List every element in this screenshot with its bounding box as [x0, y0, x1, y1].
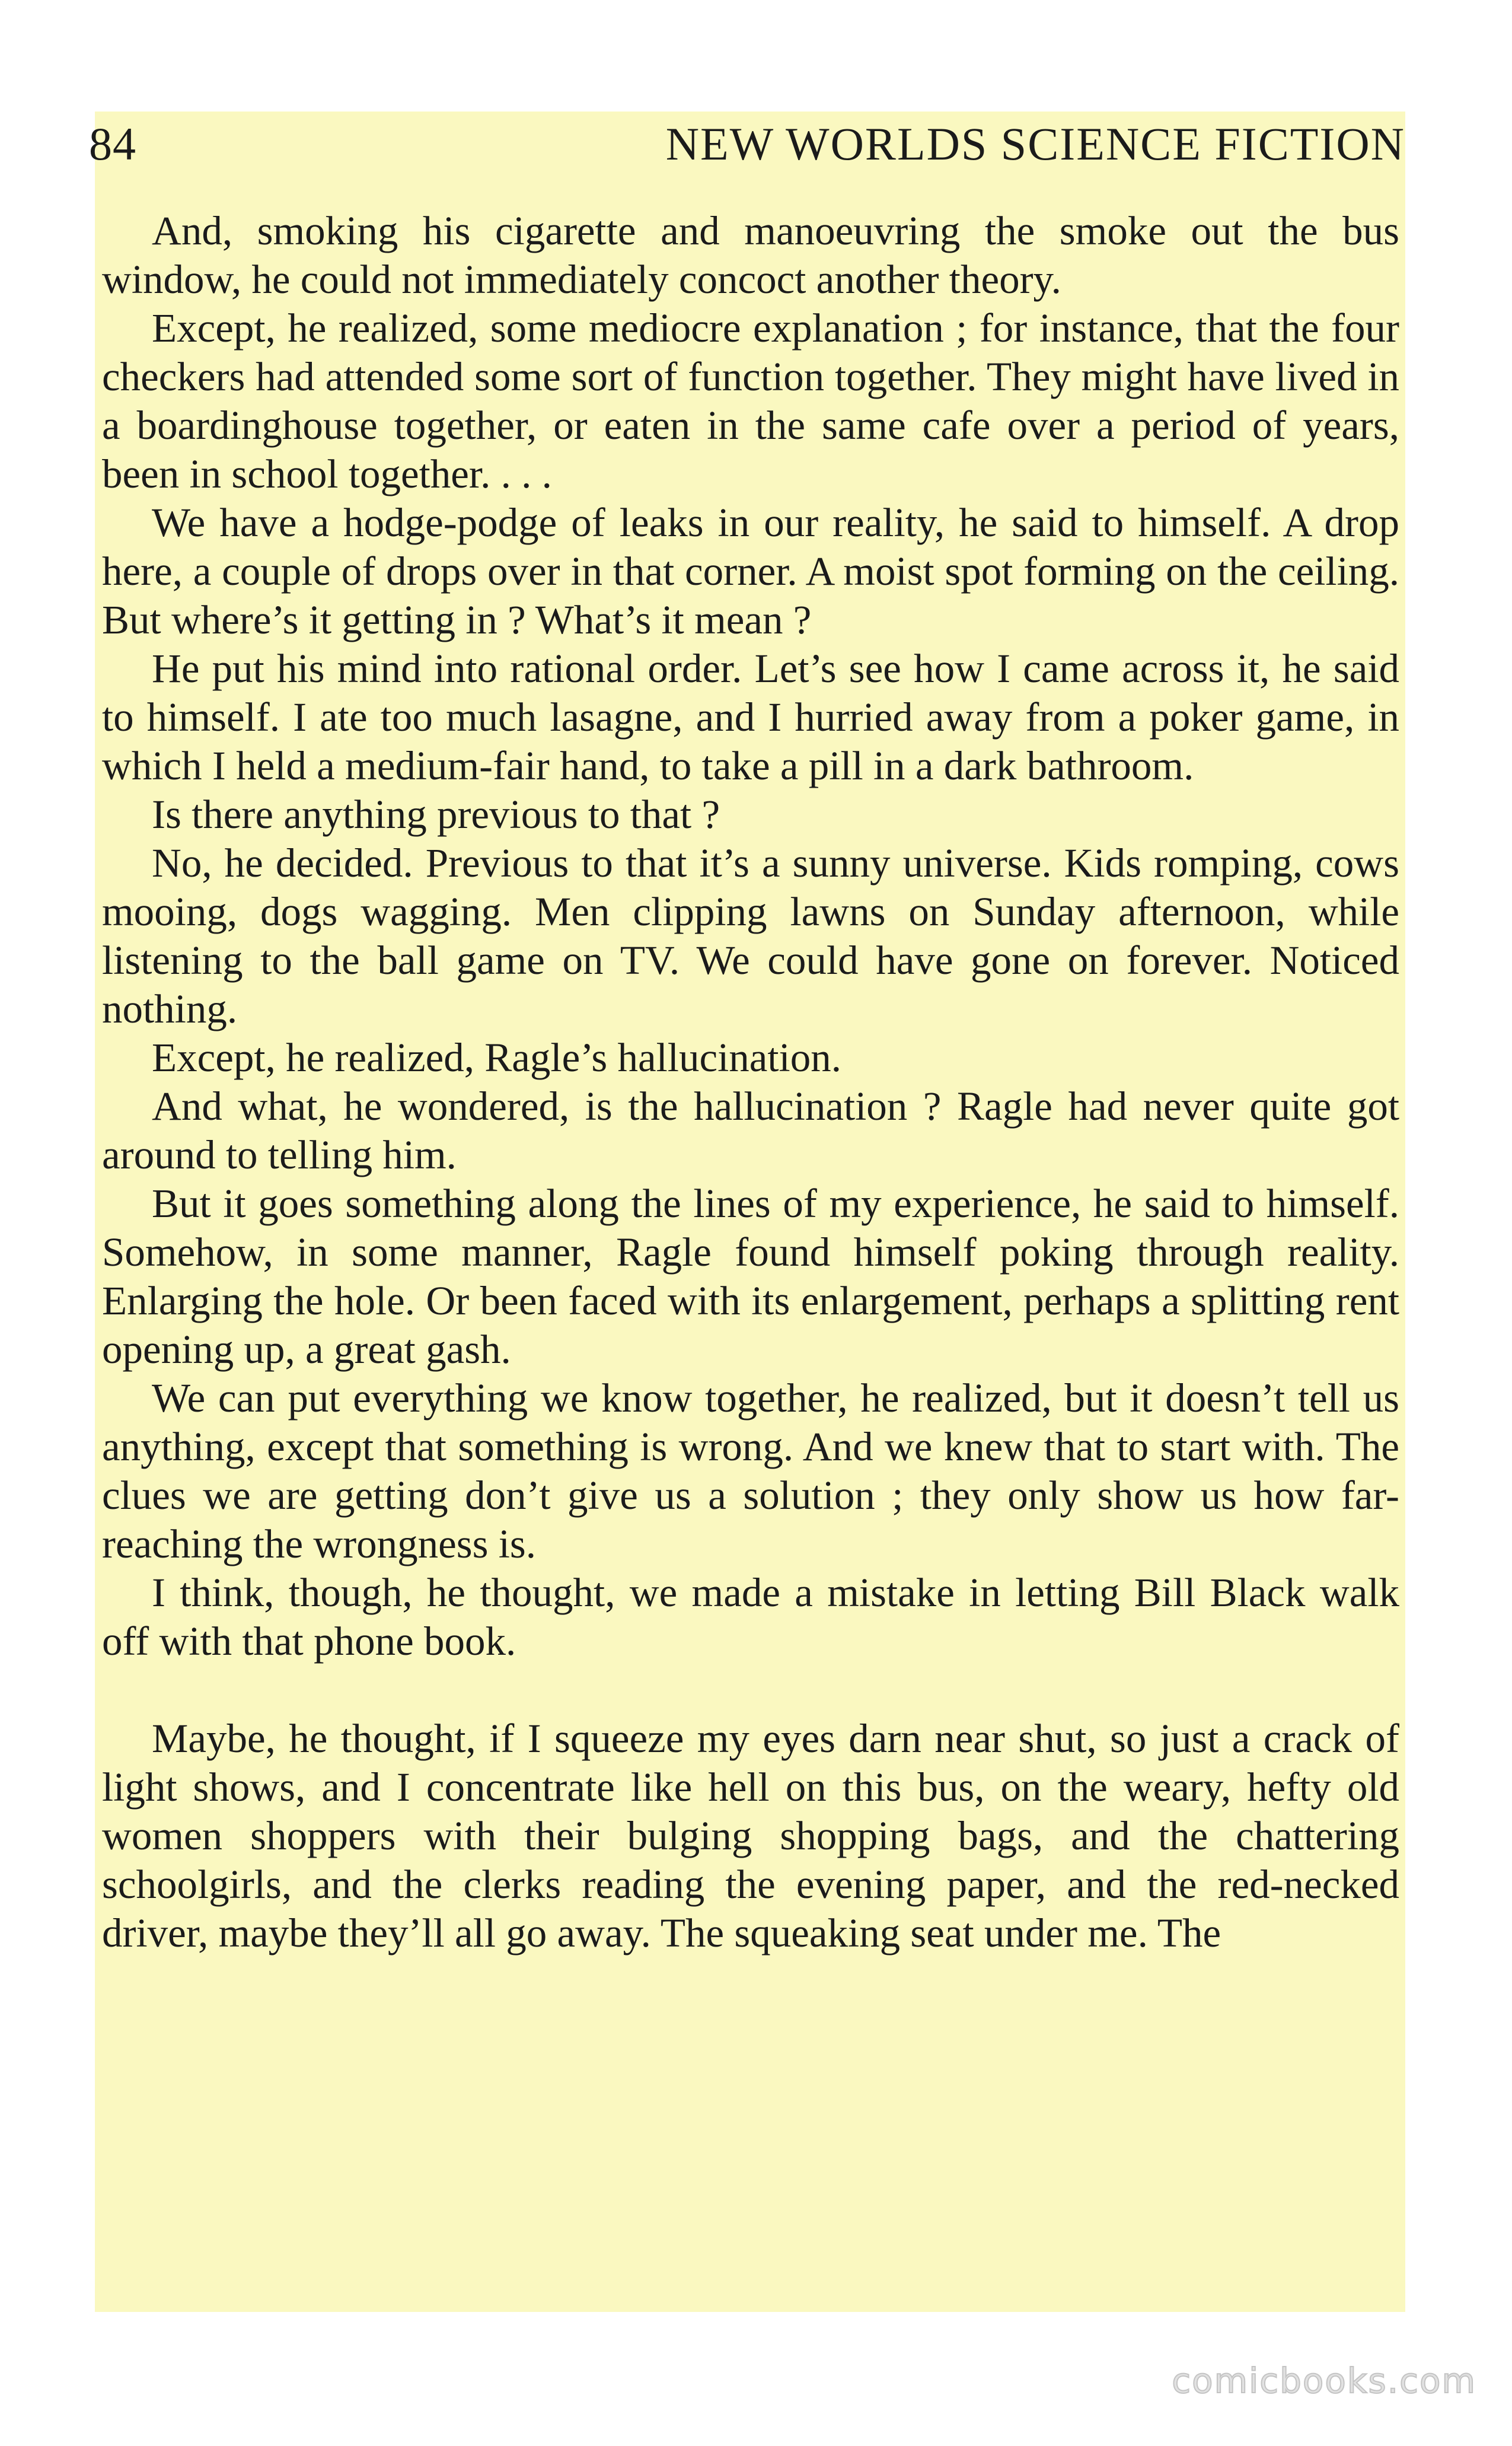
paragraph: Maybe, he thought, if I squeeze my eyes darn near shut, so just a crack of light shows, and I concentrate like hell on this bus, on the weary, hefty old women shoppers with their bulging shopping bags, and the chattering schoolgirls, and the clerks reading the evening paper, and the red-necked driver, maybe they’ll all go away. The squeaking seat under me. The	[102, 1716, 1399, 1955]
page-number: 84	[89, 118, 136, 170]
section-break	[102, 1665, 1399, 1714]
paragraph: We can put everything we know together, he realized, but it doesn’t tell us anything, except that something is wrong. And we knew that to start with. The clues we are getting don’t give us a solution ; they only show us how far-reaching the wrongness is.	[102, 1375, 1399, 1566]
paragraph: Is there anything previous to that ?	[152, 792, 720, 837]
paragraph: And, smoking his cigarette and manoeuvring the smoke out the bus window, he could not immediately concoct another theory.	[102, 208, 1399, 302]
paragraph: I think, though, he thought, we made a mistake in letting Bill Black walk off with that phone book.	[102, 1570, 1399, 1664]
paragraph: But it goes something along the lines of my experience, he said to himself. Somehow, in some manner, Ragle found himself poking through reality. Enlarging the hole. Or been faced with its enlargement, perhaps a splitting rent opening up, a great gash.	[102, 1181, 1399, 1372]
book-page	[89, 112, 1405, 2312]
paragraph: And what, he wondered, is the hallucination ? Ragle had never quite got around to telling him.	[102, 1084, 1399, 1177]
page-header	[89, 112, 1405, 177]
running-head: NEW WORLDS SCIENCE FICTION	[665, 118, 1405, 170]
paragraph: We have a hodge-podge of leaks in our reality, he said to himself. A drop here, a couple of drops over in that corner. A moist spot forming on the ceiling. But where’s it getting in ? What’s it mean ?	[102, 500, 1399, 642]
body-text	[102, 206, 1399, 1957]
paragraph: No, he decided. Previous to that it’s a sunny universe. Kids romping, cows mooing, dogs wagging. Men clipping lawns on Sunday afternoon, while listening to the ball game on TV. We could have gone on forever. Noticed nothing.	[102, 840, 1399, 1031]
watermark-logo: comicbooks.com	[1172, 2361, 1476, 2401]
paragraph: He put his mind into rational order. Let’s see how I came across it, he said to himself. I ate too much lasagne, and I hurried away from a poker game, in which I held a medium-fair hand, to take a pill in a dark bathroom.	[102, 646, 1399, 788]
paragraph: Except, he realized, Ragle’s hallucination.	[152, 1035, 841, 1080]
paragraph: Except, he realized, some mediocre explanation ; for instance, that the four checkers had attended some sort of function together. They might have lived in a boardinghouse together, or eaten in the same cafe over a period of years, been in school together. . . .	[102, 305, 1399, 496]
